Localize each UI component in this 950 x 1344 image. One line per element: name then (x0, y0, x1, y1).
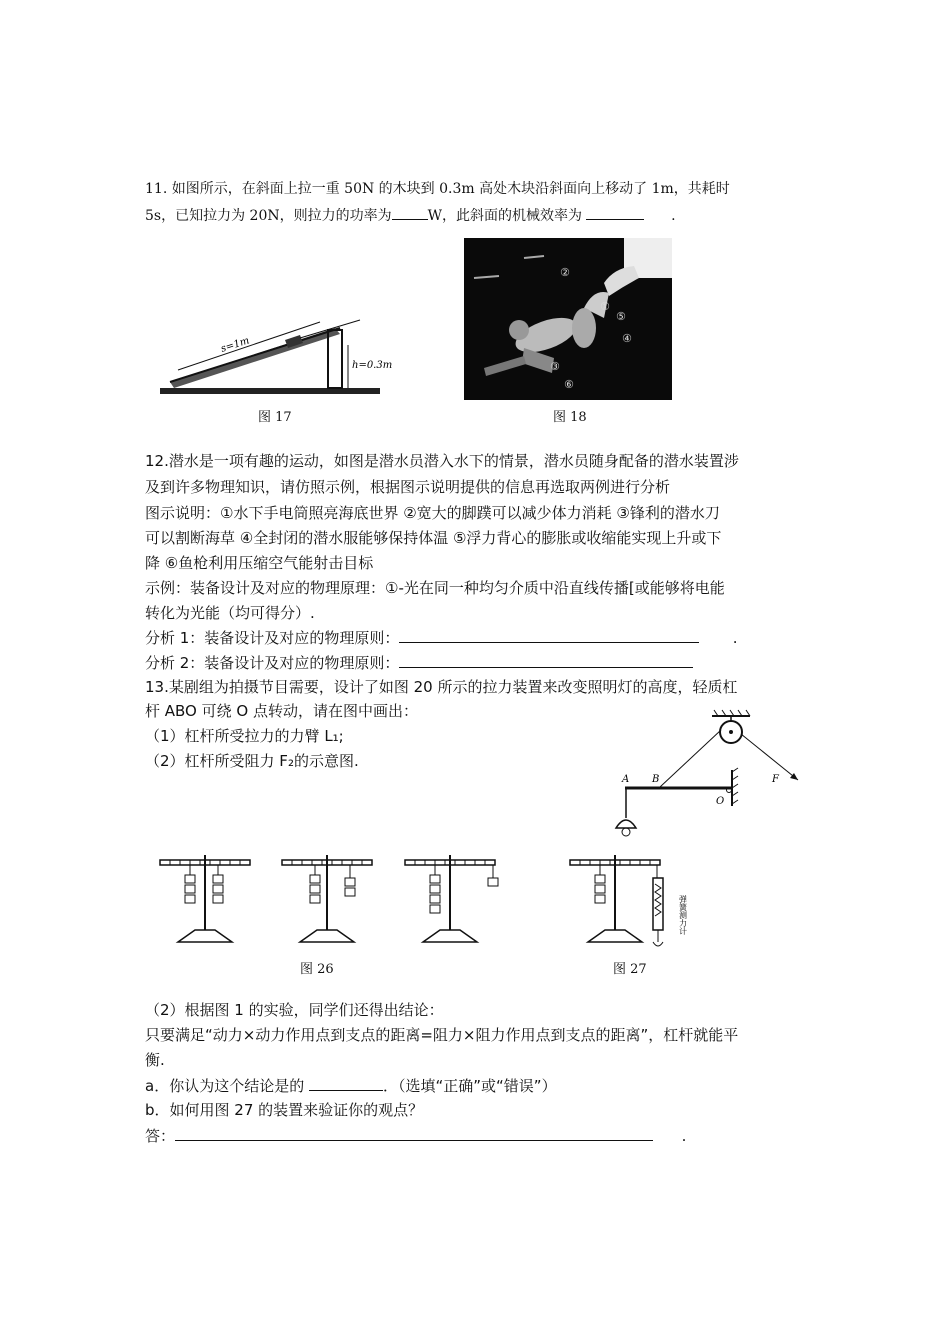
figure-20-lever-pulley (600, 710, 800, 840)
part2-answer-blank[interactable] (175, 1125, 653, 1141)
fig17-slope-label: s=1m (219, 335, 251, 355)
fig18-marker-6: ⑥ (564, 378, 574, 391)
q12-analysis-1-end: . (732, 629, 738, 647)
figure-18-diver (464, 238, 672, 400)
q12-line-6: 示例：装备设计及对应的物理原理：①-光在同一种均匀介质中沿直线传播[或能够将电能 (145, 579, 725, 597)
part2-answer-prefix: 答： (145, 1127, 176, 1145)
fig27-meter-label: 弹簧测力计 (678, 895, 688, 935)
part2-answer-line (145, 1125, 686, 1146)
q12-analysis-2 (145, 652, 693, 673)
fig18-marker-5: ⑤ (616, 310, 626, 323)
q11-power-blank[interactable] (392, 204, 428, 220)
part2-question-b: b．如何用图 27 的装置来验证你的观点？ (145, 1101, 424, 1119)
q11-efficiency-blank[interactable] (586, 204, 644, 220)
fig26-stand-3 (405, 855, 498, 942)
q11-line-1: 11. 如图所示，在斜面上拉一重 50N 的木块到 0.3m 高处木块沿斜面向上移动了 1m，共耗时 (145, 181, 730, 197)
q11-line-2-mid: W，此斜面的机械效率为 (427, 208, 582, 224)
part2-line-3: 衡. (145, 1051, 165, 1069)
q11-line-2 (145, 204, 676, 226)
q11-line-2-end: . (671, 208, 676, 224)
fig20-label-f: F (772, 774, 779, 785)
q13-line-4: （2）杠杆所受阻力 F₂的示意图. (145, 752, 359, 770)
q12-line-5: 降 ⑥鱼枪利用压缩空气能射击目标 (145, 554, 374, 572)
fig20-label-o: O (716, 796, 725, 807)
fig18-marker-3: ③ (550, 360, 560, 373)
figure-26-lever-stands (150, 850, 520, 960)
fig26-caption: 图 26 (300, 962, 334, 977)
q12-line-2: 及到许多物理知识，请仿照示例，根据图示说明提供的信息再选取两例进行分析 (145, 478, 671, 496)
part2-a-blank[interactable] (309, 1075, 383, 1091)
fig18-marker-4: ④ (622, 332, 632, 345)
q12-line-3: 图示说明：①水下手电筒照亮海底世界 ②宽大的脚蹼可以减少体力消耗 ③锋利的潜水刀 (145, 504, 720, 522)
q12-analysis-2-blank[interactable] (399, 652, 693, 668)
q13-line-2: 杆 ABO 可绕 O 点转动，请在图中画出： (145, 702, 418, 720)
part2-line-2: 只要满足“动力×动力作用点到支点的距离=阻力×阻力作用点到支点的距离”，杠杆就能平 (145, 1026, 739, 1044)
q12-line-1: 12.潜水是一项有趣的运动，如图是潜水员潜入水下的情景，潜水员随身配备的潜水装置涉 (145, 452, 739, 470)
fig17-caption: 图 17 (258, 410, 292, 425)
part2-answer-end: . (681, 1127, 687, 1145)
q11-line-2-start: 5s，已知拉力为 20N，则拉力的功率为 (145, 208, 392, 224)
part2-line-1: （2）根据图 1 的实验，同学们还得出结论： (145, 1001, 444, 1019)
part2-question-a (145, 1075, 557, 1096)
fig20-label-a: A (622, 774, 630, 785)
fig20-label-b: B (652, 774, 660, 785)
q13-line-3: （1）杠杆所受拉力的力臂 L₁; (145, 727, 344, 745)
q12-analysis-2-label: 分析 2：装备设计及对应的物理原则： (145, 654, 400, 672)
q12-analysis-1-blank[interactable] (399, 627, 699, 643)
fig26-stand-2 (282, 855, 372, 942)
fig18-caption: 图 18 (553, 410, 587, 425)
q12-analysis-1-label: 分析 1：装备设计及对应的物理原则： (145, 629, 400, 647)
fig17-height-label: h=0.3m (352, 360, 393, 371)
part2-a-prefix: a．你认为这个结论是的 (145, 1077, 305, 1095)
q12-analysis-1 (145, 627, 738, 648)
fig18-marker-1: ① (600, 300, 610, 313)
q13-line-1: 13.某剧组为拍摄节目需要，设计了如图 20 所示的拉力装置来改变照明灯的高度，轻质杠 (145, 678, 738, 696)
q12-line-7: 转化为光能（均可得分）. (145, 604, 315, 622)
fig26-stand-1 (160, 855, 250, 942)
fig18-marker-2: ② (560, 266, 570, 279)
figure-27-spring-scale (565, 850, 725, 960)
part2-a-suffix: ．（选填“正确”或“错误”） (382, 1077, 557, 1095)
q12-line-4: 可以割断海草 ④全封闭的潜水服能够保持体温 ⑤浮力背心的膨胀或收缩能实现上升或下 (145, 529, 722, 547)
fig27-caption: 图 27 (613, 962, 647, 977)
